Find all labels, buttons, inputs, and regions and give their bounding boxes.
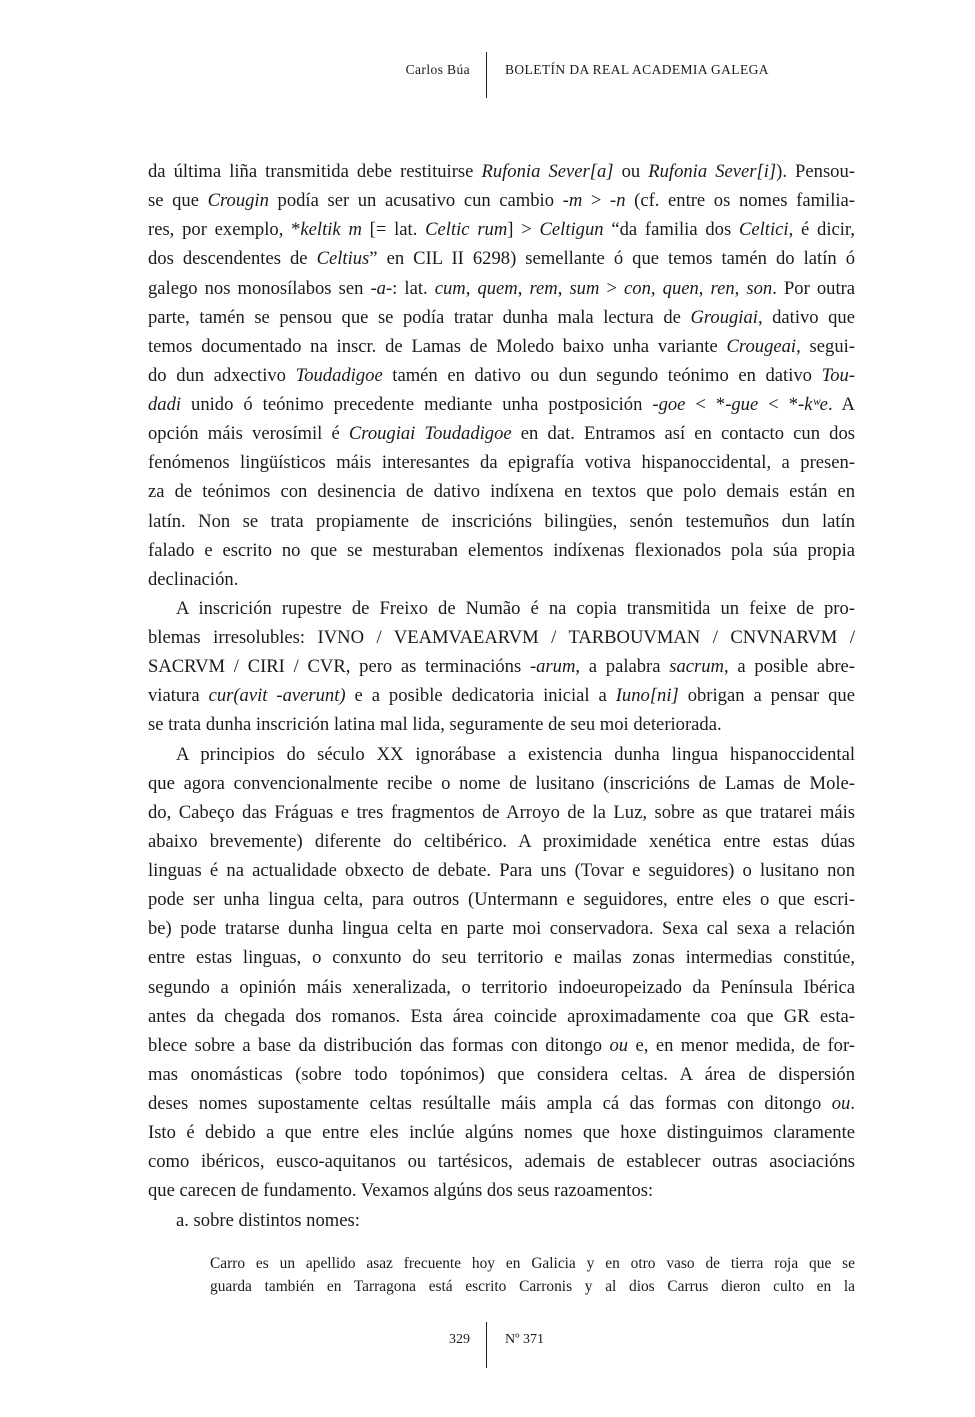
italic-term: Iuno[ni] [615,685,679,707]
italic-term: Crougin [207,190,269,212]
italic-term: cum [434,277,466,299]
italic-term: quem [477,277,518,299]
italic-term: son [746,277,773,299]
text-line: do, Cabeço das Fráguas e tres fragmentos de Arroyo de la Luz, sobre as que tratarei máis [148,801,855,823]
text-line: como ibéricos, eusco-aquitanos ou tartésicos, ademais de establecer outras asociacións [148,1151,855,1173]
text-line: dos descendentes de Celtius” en CIL II 6298) semellante ó que temos tamén do latín ó [148,248,855,270]
italic-term: Grougiai [690,306,758,328]
italic-term: -goe [652,394,686,415]
italic-term: Rufonia Sever[i] [648,161,777,182]
italic-term: ou [609,1034,629,1056]
footer-divider [486,1322,487,1368]
text-line: da última liña transmitida debe restituirse Rufonia Sever[a] ou Rufonia Sever[i]). Pensou- [148,161,855,182]
text-line: pode ser unha lingua celta, para outros (Untermann e seguidores, entre eles o que escri- [148,889,855,911]
italic-term: Celtic rum [425,219,508,241]
italic-term: Celtigun [539,219,604,241]
italic-term: Tou- [821,364,855,386]
text-line: Carro es un apellido asaz frecuente hoy en Galicia y en otro vaso de tierra roja que se [210,1255,855,1272]
text-line: A inscrición rupestre de Freixo de Numão é na copia transmitida un feixe de pro- [176,597,855,619]
block-quote [210,1252,855,1298]
text-line: deses nomes supostamente celtas resúltalle máis ampla cá das formas con ditongo ou. [148,1093,855,1114]
text-line: fenómenos lingüísticos máis interesantes da epigrafía votiva hispanoccidental, a presen- [148,452,855,474]
text-line: que agora convencionalmente recibe o nome de lusitano (inscricións de Lamas de Mole- [148,772,855,794]
italic-term: Crougeai [726,335,797,357]
italic-term: ou [831,1093,851,1114]
italic-term: ren [710,277,735,299]
italic-term: quen [662,277,699,299]
text-line: guarda también en Tarragona está escrito Carronis y al dios Carrus dieron culto en la [210,1278,855,1295]
italic-term: -a- [370,277,393,299]
text-line: falado e escrito no que se mesturaban elementos indíxenas flexionados pola súa propia [148,539,855,561]
italic-term: sacrum [669,656,724,678]
italic-term: Toudadigoe [295,364,383,386]
text-line: entre estas linguas, o conxunto do seu territorio e mailas zonas intermedias constitúe, [148,947,855,969]
italic-term: Celtici [738,219,789,241]
text-line: parte, tamén se pensou que se podía tratar dunha mala lectura de Grougiai, dativo que [148,306,855,328]
body-text [148,157,855,1235]
italic-term: cur(avit -averunt) [208,685,346,707]
text-line: A principios do século XX ignorábase a existencia dunha lingua hispanoccidental [176,743,855,765]
text-line: abaixo brevemente) diferente do celtibérico. A proximidade xenética entre estas dúas [148,830,855,852]
italic-term: Celtius [316,248,370,270]
text-line: dadi unido ó teónimo precedente mediante unha postposición -goe < *-gue < *-kʷe. A [148,394,855,415]
text-line: que carecen de fundamento. Vexamos algúns dos seus razoamentos: [148,1180,654,1202]
italic-term: Rufonia Sever[a] [481,161,614,182]
text-line: res, por exemplo, *keltik m [= lat. Celtic rum] > Celtigun “da familia dos Celtici, é dicir, [148,219,855,241]
italic-term: sum [569,277,600,299]
italic-term: -kʷe [798,394,828,415]
text-line: opción máis verosímil é Crougiai Toudadigoe en dat. Entramos así en contacto cun dos [148,423,855,445]
italic-term: keltik m [300,219,362,241]
text-line: se trata dunha inscrición latina mal lida, seguramente de seu moi deteriorada. [148,714,722,736]
italic-term: rem [529,277,558,299]
italic-term: con [624,277,651,299]
italic-term: -n [610,190,626,212]
running-head-author: Carlos Búa [405,62,470,77]
italic-term: -m [562,190,583,212]
italic-term: Crougiai Toudadigoe [348,423,512,445]
text-line: Isto é debido a que entre eles inclúe algúns nomes que hoxe distinguimos claramente [148,1122,855,1144]
text-line: galego nos monosílabos sen -a-: lat. cum, quem, rem, sum > con, quen, ren, son. Por outra [148,277,855,299]
running-head-journal: BOLETÍN DA REAL ACADEMIA GALEGA [505,62,769,77]
header-divider [486,52,487,98]
text-line: za de teónimos con desinencia de dativo indíxena en textos que polo demais están en [148,481,855,503]
text-line: se que Crougin podía ser un acusativo cun cambio -m > -n (cf. entre os nomes familia- [148,190,855,212]
text-line: blemas irresolubles: IVNO / VEAMVAEARVM / TARBOUVMAN / CNVNARVM / [148,627,855,648]
text-line: do dun adxectivo Toudadigoe tamén en dativo ou dun segundo teónimo en dativo Tou- [148,364,855,386]
text-line: latín. Non se trata propiamente de inscricións bilingües, senón testemuños dun latín [148,510,855,532]
text-line: blece sobre a base da distribución das formas con ditongo ou e, en menor medida, de for- [148,1034,855,1056]
text-line: segundo a opinión máis xeneralizada, o territorio indoeuropeizado da Península Ibérica [148,976,855,998]
text-line: declinación. [148,568,239,590]
text-line: a. sobre distintos nomes: [176,1209,360,1231]
text-line: antes da chegada dos romanos. Esta área coincide aproximadamente coa que GR esta- [148,1005,855,1027]
text-line: temos documentado na inscr. de Lamas de Moledo baixo unha variante Crougeai, segui- [148,335,855,357]
issue-number: Nº 371 [505,1332,544,1347]
text-line: SACRVM / CIRI / CVR, pero as terminacións -arum, a palabra sacrum, a posible abre- [148,656,855,678]
page-number: 329 [449,1332,470,1347]
italic-term: -arum [529,656,576,678]
text-line: linguas é na actualidade obxecto de debate. Para uns (Tovar e seguidores) o lusitano non [148,860,855,881]
text-line: be) pode tratarse dunha lingua celta en parte moi conservadora. Sexa cal sexa a relación [148,918,855,940]
text-line: viatura cur(avit -averunt) e a posible dedicatoria inicial a Iuno[ni] obrigan a pensar que [148,685,855,707]
text-line: mas onomásticas (sobre todo topónimos) que considera celtas. A área de dispersión [148,1063,855,1085]
italic-term: -gue [725,394,759,415]
italic-term: dadi [148,394,182,415]
